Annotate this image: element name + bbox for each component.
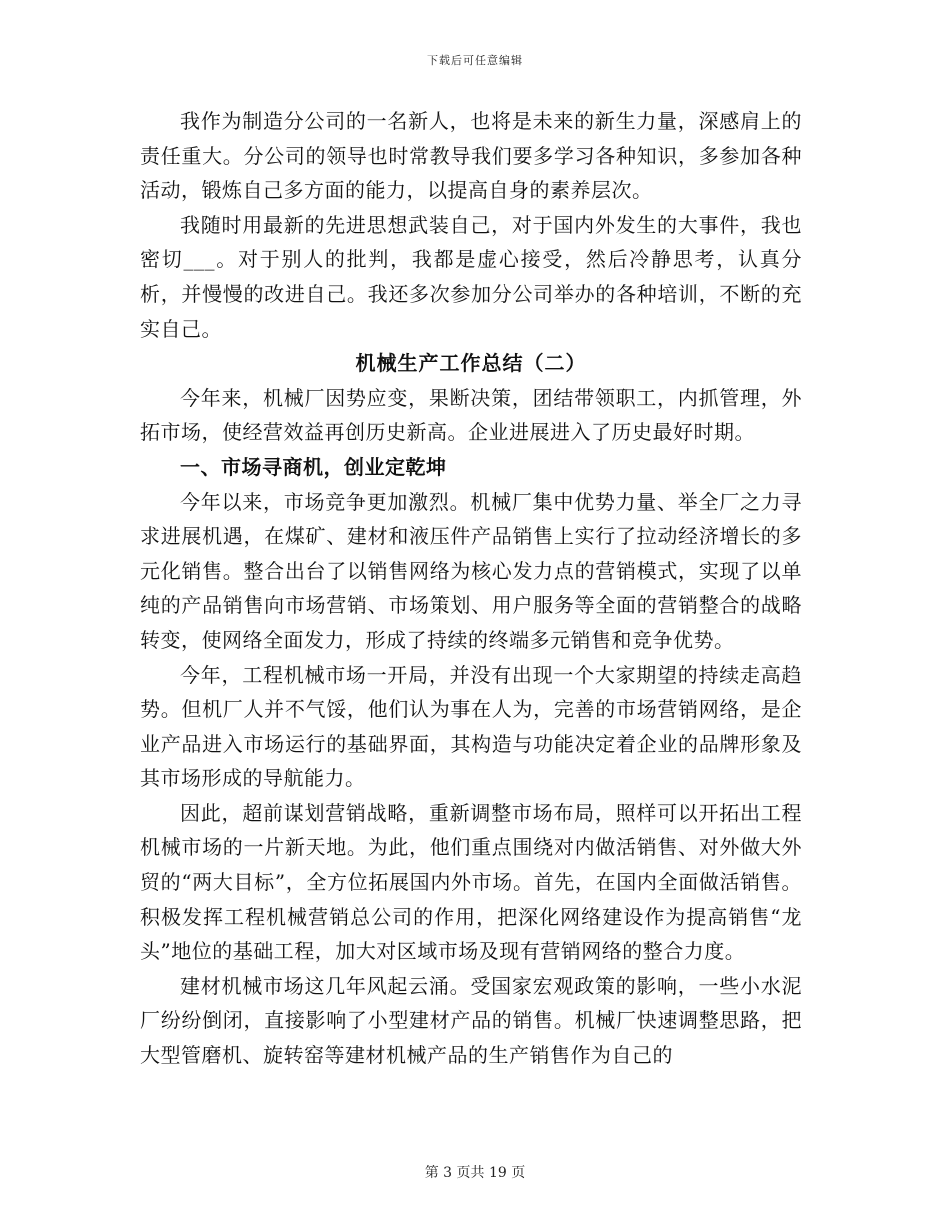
section-title: 机械生产工作总结（二） <box>355 351 587 376</box>
paragraph-6: 因此，超前谋划营销战略，重新调整市场布局，照样可以开拓出工程机械市场的一片新天地。为此，他们重点围绕对内做活销售、对外做大外贸的“两大目标”，全方位拓展国内外市场。首先，在国内全面做活销售。积极发挥工程机械营销总公司的作用，把深化网络建设作为提高销售“龙头”地位的基础工程，加大对区域市场及现有营销网络的整合力度。 <box>140 800 802 964</box>
subheading-1: 一、市场寻商机，创业定乾坤 <box>180 454 447 479</box>
page-footer: 第 3 页共 19 页 <box>424 1165 526 1181</box>
document-body <box>140 104 802 1073</box>
paragraph-4: 今年以来，市场竞争更加激烈。机械厂集中优势力量、举全厂之力寻求进展机遇，在煤矿、建材和液压件产品销售上实行了拉动经济增长的多元化销售。整合出台了以销售网络为核心发力点的营销模式，实现了以单纯的产品销售向市场营销、市场策划、用户服务等全面的营销整合的战略转变，使网络全面发力，形成了持续的终端多元销售和竞争优势。 <box>140 489 802 652</box>
paragraph-2: 我随时用最新的先进思想武装自己，对于国内外发生的大事件，我也密切___。对于别人的批判，我都是虚心接受，然后冷静思考，认真分析，并慢慢的改进自己。我还多次参加分公司举办的各种培训，不断的充实自己。 <box>140 212 802 341</box>
paragraph-5: 今年，工程机械市场一开局，并没有出现一个大家期望的持续走高趋势。但机厂人并不气馁，他们认为事在人为，完善的市场营销网络，是企业产品进入市场运行的基础界面，其构造与功能决定着企业的品牌形象及其市场形成的导航能力。 <box>140 662 802 791</box>
paragraph-7: 建材机械市场这几年风起云涌。受国家宏观政策的影响，一些小水泥厂纷纷倒闭，直接影响了小型建材产品的销售。机械厂快速调整思路，把大型管磨机、旋转窑等建材机械产品的生产销售作为自己的 <box>140 973 802 1068</box>
paragraph-3: 今年来，机械厂因势应变，果断决策，团结带领职工，内抓管理，外拓市场，使经营效益再创历史新高。企业进展进入了历史最好时期。 <box>140 385 802 445</box>
paragraph-1: 我作为制造分公司的一名新人，也将是未来的新生力量，深感肩上的责任重大。分公司的领导也时常教导我们要多学习各种知识，多参加各种活动，锻炼自己多方面的能力，以提高自身的素养层次。 <box>140 109 802 203</box>
page-header: 下载后可任意编辑 <box>427 54 523 67</box>
